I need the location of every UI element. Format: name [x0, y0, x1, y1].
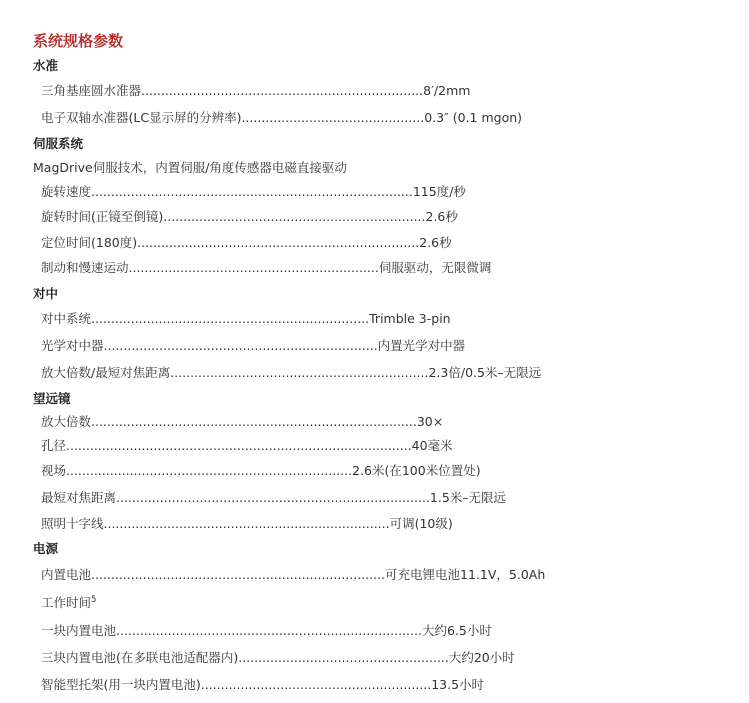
spec-line: 光学对中器.....................................................................内置光学对中器: [41, 338, 466, 353]
work-time-label: [41, 593, 96, 611]
section-heading-power: 电源: [33, 541, 59, 556]
page-title: 系统规格参数: [33, 32, 124, 50]
spec-line: 孔径.......................................................................................40毫米: [41, 438, 453, 453]
spec-line: 视场........................................................................2.6米(在100米位置处): [41, 463, 481, 478]
spec-line: 放大倍数/最短对焦距离.................................................................2.3倍/0.5米–无限远: [41, 365, 542, 380]
section-heading-level: 水准: [33, 58, 59, 73]
spec-line: 定位时间(180度).......................................................................2.6秒: [41, 235, 452, 250]
spec-line: 三块内置电池(在多联电池适配器内).....................................................大约20小时: [41, 650, 515, 665]
spec-line: 最短对焦距离...............................................................................1.5米–无限远: [41, 490, 507, 505]
spec-line: 电子双轴水准器(LC显示屏的分辨率)..............................................0.3″ (0.1 mgon): [41, 110, 523, 125]
footnote-marker: 5: [91, 594, 97, 605]
spec-intro: MagDrive伺服技术，内置伺服/角度传感器电磁直接驱动: [33, 160, 347, 175]
spec-line: 内置电池..........................................................................可充电锂电池11.1V，5.0Ah: [41, 567, 546, 582]
section-heading-telescope: 望远镜: [33, 391, 71, 406]
spec-line: 制动和慢速运动...............................................................伺服驱动，无限微调: [41, 260, 492, 275]
spec-line: 一块内置电池.............................................................................大约6.5小时: [41, 623, 492, 638]
spec-line: 放大倍数..................................................................................30×: [41, 414, 444, 429]
spec-line: 旋转速度.................................................................................115度/秒: [41, 184, 466, 199]
work-time-label-text: 工作时间: [41, 595, 92, 610]
section-heading-servo: 伺服系统: [33, 136, 84, 151]
spec-line: 旋转时间(正镜至倒镜)..................................................................2.6秒: [41, 209, 458, 224]
spec-line: 照明十字线........................................................................可调(10级): [41, 516, 453, 531]
spec-line: 三角基座圆水准器.......................................................................8′/2mm: [41, 83, 471, 98]
section-heading-centering: 对中: [33, 286, 59, 301]
spec-line: 对中系统......................................................................Trimble 3-pin: [41, 311, 451, 326]
spec-line: 智能型托架(用一块内置电池)..........................................................13.5小时: [41, 677, 485, 692]
